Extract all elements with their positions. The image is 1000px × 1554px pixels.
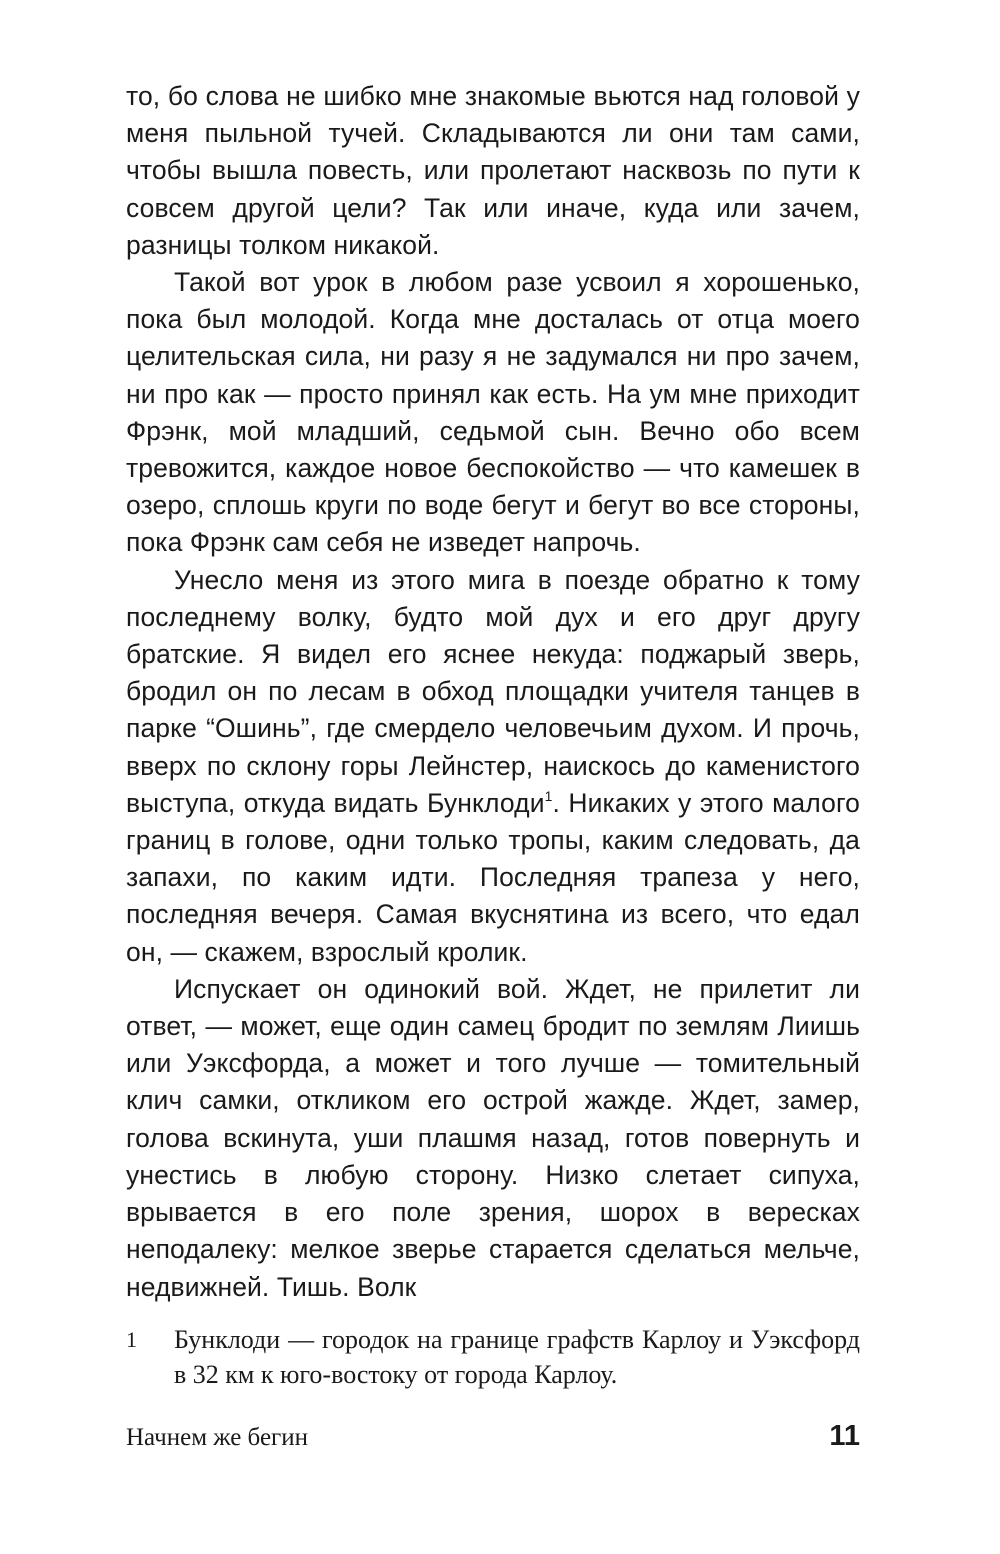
paragraph <box>126 562 860 971</box>
paragraph: то, бо слова не шибко мне знакомые вьются над головой у меня пыльной тучей. Складываются ли они там сами, чтобы вышла повесть, или пролетают насквозь по пути к совсем другой цели? Так или иначе, куда или зачем, разницы толком никакой. <box>126 81 860 260</box>
paragraph-text: Унесло меня из этого мига в поезде обратно к тому последнему волку, будто мой дух и его друг другу братские. Я видел его яснее некуда: поджарый зверь, бродил он по лесам в обход площадки учителя танцев в парке “Ошинь”, где смердело человечьим духом. И прочь, вверх по склону горы Лейнстер, наискось до каменистого выступа, откуда видать Бунклоди <box>126 564 860 818</box>
footnote-text: Бунклоди — городок на границе графств Карлоу и Уэксфорд в 32 км к юго-востоку от города Карлоу. <box>174 1325 860 1389</box>
paragraph-text: . Никаких у этого малого границ в голове, одни только тропы, каким следовать, да запахи, по каким идти. Последняя трапеза у него, последняя вечеря. Самая вкуснятина из всего, что едал он, — скажем, взрослый кролик. <box>126 787 860 967</box>
page-number: 11 <box>829 1420 860 1452</box>
running-footer-title: Начнем же бегин <box>126 1424 309 1451</box>
paragraph: Испускает он одинокий вой. Ждет, не прилетит ли ответ, — может, еще один самец бродит по землям Лиишь или Уэксфорда, а может и того лучше — томительный клич самки, откликом его острой жажде. Ждет, замер, голова вскинута, уши плашмя назад, готов повернуть и унестись в любую сторону. Низко слетает сипуха, врывается в его поле зрения, шорох в вересках неподалеку: мелкое зверье старается сделаться мельче, недвижней. Тишь. Волк <box>126 973 860 1302</box>
paragraph: Такой вот урок в любом разе усвоил я хорошенько, пока был молодой. Когда мне досталась от отца моего целительская сила, ни разу я не задумался ни про зачем, ни про как — просто принял как есть. На ум мне приходит Фрэнк, мой младший, седьмой сын. Вечно обо всем тревожится, каждое новое беспокойство — что камешек в озеро, сплошь круги по воде бегут и бегут во все стороны, пока Фрэнк сам себя не изведет напрочь. <box>126 267 860 558</box>
footnote <box>126 1322 860 1392</box>
footnote-number: 1 <box>126 1327 137 1352</box>
body-text <box>126 78 860 1306</box>
footnote-reference[interactable]: 1 <box>544 787 553 804</box>
